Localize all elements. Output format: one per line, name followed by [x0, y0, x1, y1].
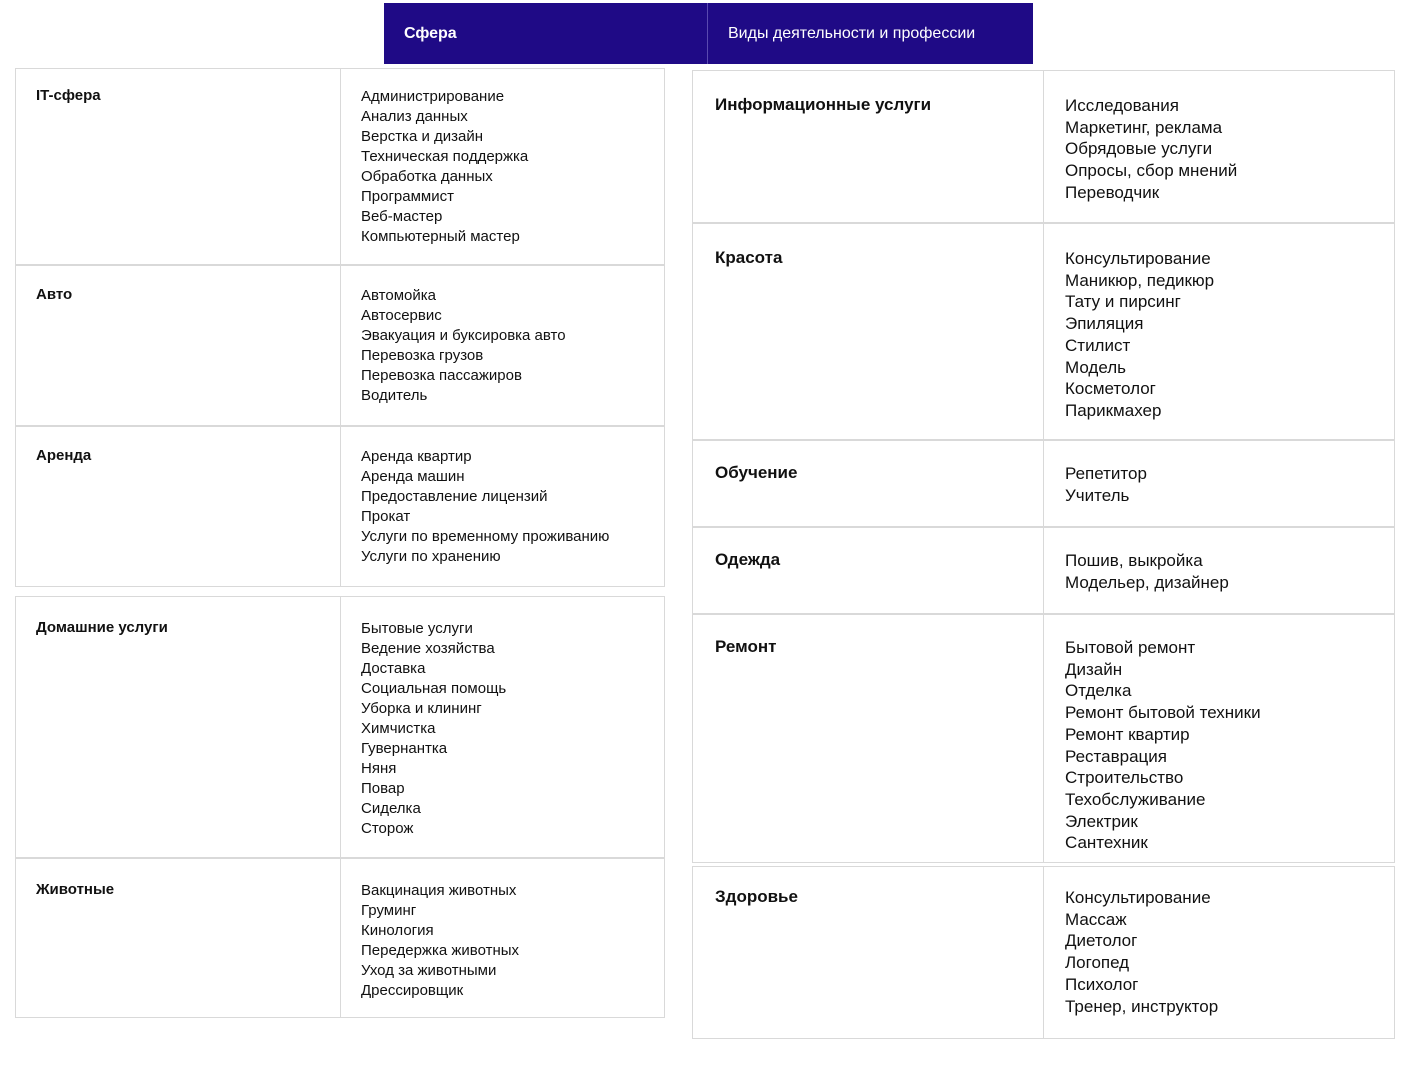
activity-item: Исследования	[1065, 96, 1179, 115]
activities-list	[361, 881, 519, 1001]
activity-item: Репетитор	[1065, 464, 1147, 483]
column-divider	[1043, 71, 1044, 222]
activities-list	[1065, 550, 1229, 593]
activity-item: Тату и пирсинг	[1065, 292, 1181, 312]
left-table	[15, 68, 665, 1019]
activity-item: Перевозка пассажиров	[361, 367, 522, 384]
table-row	[692, 527, 1395, 614]
activity-item: Аренда квартир	[361, 448, 472, 465]
activity-item: Администрирование	[361, 88, 505, 105]
activity-item: Техобслуживание	[1065, 789, 1206, 809]
activity-item: Дизайн	[1065, 659, 1123, 679]
column-divider	[340, 859, 341, 1017]
header-activities: Виды деятельности и профессии	[728, 24, 976, 42]
column-divider	[340, 266, 341, 425]
activity-item: Бытовой ремонт	[1065, 638, 1196, 657]
sphere-label: Здоровье	[715, 887, 798, 906]
activity-item: Переводчик	[1065, 182, 1160, 202]
activity-item: Анализ данных	[361, 108, 468, 125]
activity-item: Ремонт квартир	[1065, 724, 1190, 744]
table-row	[15, 68, 665, 265]
activity-item: Консультирование	[1065, 249, 1211, 268]
activity-item: Ремонт бытовой техники	[1065, 703, 1261, 723]
activity-item: Передержка животных	[361, 942, 520, 959]
activity-item: Уход за животными	[361, 962, 497, 979]
sphere-label: Обучение	[715, 463, 798, 482]
activities-list	[361, 447, 609, 567]
activities-list	[1065, 95, 1237, 204]
activity-item: Диетолог	[1065, 931, 1138, 951]
activities-list	[361, 87, 528, 247]
table-row	[15, 858, 665, 1018]
sphere-label: IT-сфера	[36, 87, 101, 104]
activity-item: Техническая поддержка	[361, 148, 529, 165]
activities-list	[1065, 887, 1218, 1017]
activity-item: Услуги по хранению	[361, 548, 501, 565]
sphere-label: Ремонт	[715, 637, 777, 656]
activities-list	[1065, 248, 1214, 422]
table-row	[15, 596, 665, 858]
column-divider	[1043, 615, 1044, 862]
activity-item: Прокат	[361, 508, 411, 525]
activity-item: Реставрация	[1065, 746, 1167, 766]
sphere-label: Красота	[715, 248, 783, 267]
activity-item: Водитель	[361, 387, 428, 404]
activity-item: Косметолог	[1065, 379, 1156, 399]
activity-item: Аренда машин	[361, 468, 465, 485]
activities-list	[1065, 463, 1147, 506]
column-divider	[1043, 224, 1044, 439]
activity-item: Автосервис	[361, 307, 442, 324]
column-divider	[1043, 441, 1044, 526]
activity-item: Учитель	[1065, 485, 1130, 505]
activity-item: Парикмахер	[1065, 400, 1162, 420]
activities-list	[361, 286, 566, 406]
table-row	[692, 866, 1395, 1039]
right-table	[692, 70, 1395, 1040]
table-row	[15, 426, 665, 587]
activity-item: Опросы, сбор мнений	[1065, 161, 1238, 181]
activity-item: Няня	[361, 760, 397, 777]
activity-item: Логопед	[1065, 953, 1130, 973]
activity-item: Психолог	[1065, 974, 1139, 994]
column-divider	[1043, 528, 1044, 613]
activity-item: Стилист	[1065, 335, 1131, 355]
activity-item: Маникюр, педикюр	[1065, 270, 1215, 290]
activity-item: Эвакуация и буксировка авто	[361, 327, 566, 344]
activity-item: Уборка и клининг	[361, 700, 482, 717]
activity-item: Консультирование	[1065, 888, 1211, 907]
sphere-label: Домашние услуги	[36, 619, 168, 636]
table-header	[384, 3, 1033, 64]
activity-item: Сторож	[361, 820, 414, 837]
activity-item: Автомойка	[361, 287, 436, 304]
activity-item: Пошив, выкройка	[1065, 551, 1203, 570]
activities-list	[1065, 637, 1261, 854]
activity-item: Гувернантка	[361, 740, 448, 757]
activity-item: Сиделка	[361, 800, 421, 817]
column-divider	[1043, 867, 1044, 1038]
activity-item: Обрядовые услуги	[1065, 139, 1213, 159]
activities-list	[361, 619, 506, 839]
activity-item: Перевозка грузов	[361, 347, 484, 364]
header-sphere: Сфера	[384, 3, 708, 64]
activity-item: Верстка и дизайн	[361, 128, 484, 145]
sphere-label: Аренда	[36, 447, 92, 464]
activity-item: Электрик	[1065, 811, 1138, 831]
table-row	[692, 70, 1395, 223]
activity-item: Маркетинг, реклама	[1065, 117, 1223, 137]
sphere-label: Информационные услуги	[715, 95, 932, 114]
activity-item: Ведение хозяйства	[361, 640, 495, 657]
table-row	[15, 265, 665, 426]
activity-item: Строительство	[1065, 768, 1184, 788]
activity-item: Дрессировщик	[361, 982, 464, 999]
sphere-label: Одежда	[715, 550, 781, 569]
activity-item: Тренер, инструктор	[1065, 996, 1219, 1016]
column-divider	[340, 69, 341, 264]
activity-item: Груминг	[361, 902, 417, 919]
activity-item: Программист	[361, 188, 454, 205]
activity-item: Эпиляция	[1065, 314, 1144, 334]
activity-item: Модельер, дизайнер	[1065, 572, 1229, 592]
activity-item: Бытовые услуги	[361, 620, 473, 637]
activity-item: Кинология	[361, 922, 434, 939]
activity-item: Химчистка	[361, 720, 436, 737]
table-row	[692, 440, 1395, 527]
activity-item: Социальная помощь	[361, 680, 507, 697]
sphere-label: Авто	[36, 286, 73, 303]
activity-item: Повар	[361, 780, 405, 797]
activity-item: Массаж	[1065, 909, 1127, 929]
activity-item: Вакцинация животных	[361, 882, 517, 899]
activity-item: Компьютерный мастер	[361, 228, 520, 245]
activity-item: Веб-мастер	[361, 208, 443, 225]
activity-item: Услуги по временному проживанию	[361, 528, 610, 545]
activity-item: Доставка	[361, 660, 426, 677]
column-divider	[340, 597, 341, 857]
sphere-label: Животные	[36, 881, 115, 898]
activity-item: Отделка	[1065, 681, 1132, 701]
column-divider	[340, 427, 341, 586]
activity-item: Обработка данных	[361, 168, 493, 185]
table-row	[692, 614, 1395, 863]
table-row	[692, 223, 1395, 440]
activity-item: Модель	[1065, 357, 1127, 377]
activity-item: Сантехник	[1065, 833, 1148, 853]
activity-item: Предоставление лицензий	[361, 488, 548, 505]
